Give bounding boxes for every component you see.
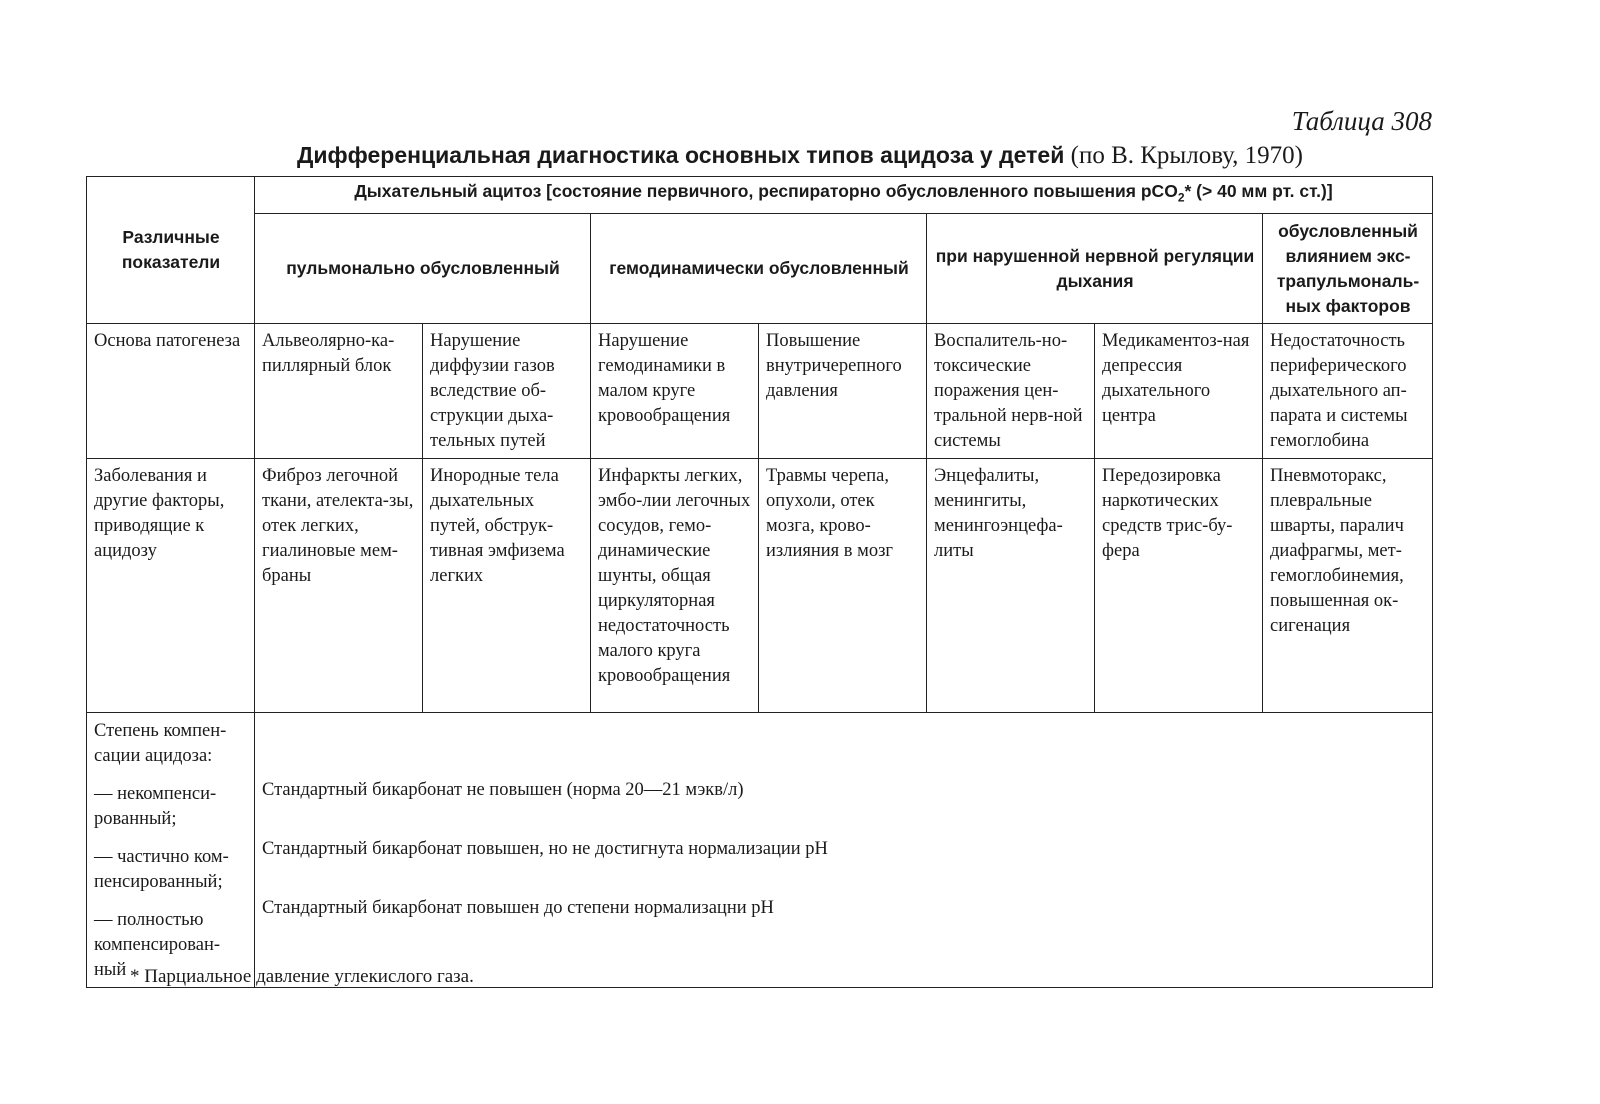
table-cell: Медикаментоз-ная депрессия дыхательного центра — [1095, 323, 1263, 458]
compensation-values — [255, 712, 1433, 987]
compensation-label-uncompensated: — некомпенси-рованный; — [94, 783, 217, 829]
table-cell: Недостаточность периферического дыхательного ап-парата и системы гемоглобина — [1263, 323, 1433, 458]
header-group-prefix: Дыхательный ацитоз [состояние первичного, респираторно обусловленного повышения pCO — [354, 181, 1178, 201]
subgroup-neural-regulation: при нарушенной нервной регуляции дыхания — [927, 213, 1263, 323]
table-cell: Альвеолярно-ка-пиллярный блок — [255, 323, 423, 458]
table-cell: Нарушение гемодинамики в малом круге кровообращения — [591, 323, 759, 458]
footnote: * Парциальное давление углекислого газа. — [130, 966, 474, 987]
compensation-value-full: Стандартный бикарбонат повышен до степени нормализацни pH — [262, 897, 774, 918]
page-title — [0, 142, 1600, 170]
table-cell: Пневмоторакс, плевральные шварты, паралич диафрагмы, мет-гемоглобинемия, повышенная ок-сигенация — [1263, 458, 1433, 712]
differential-diagnosis-table — [86, 176, 1433, 988]
table-row-pathogenesis — [87, 323, 1433, 458]
title-source: (по В. Крылову, 1970) — [1064, 142, 1303, 169]
compensation-label-partial: — частично ком-пенсированный; — [94, 846, 229, 892]
table-number-label: Таблица 308 — [1291, 106, 1432, 136]
table-cell: Инфаркты легких, эмбо-лии легочных сосудов, гемо-динамические шунты, общая циркуляторная недостаточность малого круга кровообращения — [591, 458, 759, 712]
table-cell: Передозировка наркотических средств трис-бу-фера — [1095, 458, 1263, 712]
table-cell: Инородные тела дыхательных путей, обструк-тивная эмфизема легких — [423, 458, 591, 712]
compensation-value-uncompensated: Стандартный бикарбонат не повышен (норма 20—21 мэкв/л) — [262, 779, 744, 800]
title-main: Дифференциальная диагностика основных типов ацидоза у детей — [297, 142, 1065, 168]
subgroup-extrapulmonary: обусловленный влиянием экс-трапульмональ-ных факторов — [1263, 213, 1433, 323]
table-row-diseases — [87, 458, 1433, 712]
compensation-value-partial: Стандартный бикарбонат повышен, но не достигнута нормализации pH — [262, 838, 828, 859]
header-group-sub: 2 — [1177, 190, 1185, 205]
subgroup-hemodynamic: гемодинамически обусловленный — [591, 213, 927, 323]
row-label: Заболевания и другие факторы, приводящие к ацидозу — [87, 458, 255, 712]
compensation-label-full: — полностью компенсирован-ный — [94, 909, 221, 980]
compensation-labels — [87, 712, 255, 987]
compensation-heading: Степень компен-сации ацидоза: — [94, 720, 227, 766]
header-group-suffix: * (> 40 мм рт. ст.)] — [1184, 181, 1333, 201]
table-cell: Повышение внутричерепного давления — [759, 323, 927, 458]
table-cell: Травмы черепа, опухоли, отек мозга, крово-излияния в мозг — [759, 458, 927, 712]
table-row-compensation — [87, 712, 1433, 987]
subgroup-pulmonary: пульмонально обусловленный — [255, 213, 591, 323]
header-row-label: Различные показатели — [87, 177, 255, 324]
table-cell: Воспалитель-но-токсические поражения цен-тральной нерв-ной системы — [927, 323, 1095, 458]
table-cell: Энцефалиты, менингиты, менингоэнцефа-литы — [927, 458, 1095, 712]
header-group-respiratory-acidosis — [255, 177, 1433, 214]
row-label: Основа патогенеза — [87, 323, 255, 458]
table-cell: Нарушение диффузии газов вследствие об-струкции дыха-тельных путей — [423, 323, 591, 458]
table-cell: Фиброз легочной ткани, ателекта-зы, отек легких, гиалиновые мем-браны — [255, 458, 423, 712]
